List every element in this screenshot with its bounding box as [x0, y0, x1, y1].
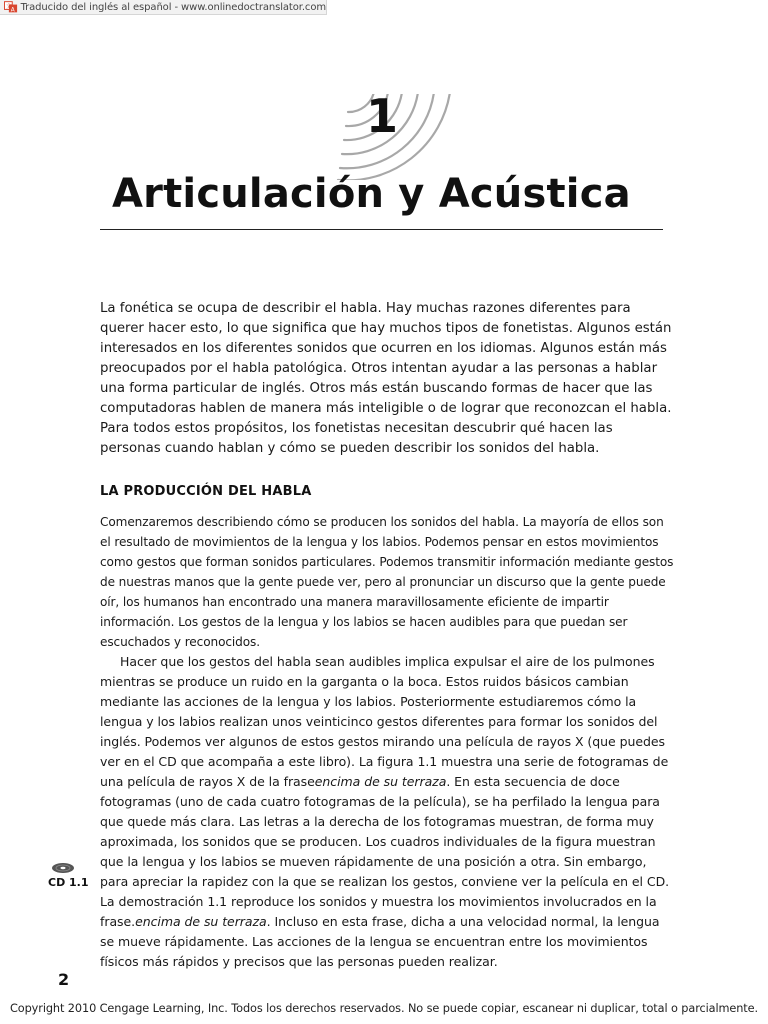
section-heading: LA PRODUCCIÓN DEL HABLA	[100, 484, 312, 499]
cd-disc-icon	[51, 862, 75, 874]
translate-icon	[4, 1, 18, 13]
copyright-footer: Copyright 2010 Cengage Learning, Inc. Todos los derechos reservados. No se puede copiar, escanear ni duplicar, total o parcialmente.	[10, 1002, 758, 1015]
paragraph-text: Hacer que los gestos del habla sean audibles implica expulsar el aire de los pulmones mientras se produce un ruido en la garganta o la boca. Estos ruidos básicos cambian mediante las acciones de la lengua y los labios. Posteriormente estudiaremos cómo la lengua y los labios realizan unos veinticinco gestos diferentes para formar los sonidos del inglés. Podemos ver algunos de estos gestos mirando una película de rayos X (que puedes ver en el CD que acompaña a este libro). La figura 1.1 muestra una serie de fotogramas de una película de rayos X de la frase	[100, 654, 669, 789]
translator-banner[interactable]	[0, 0, 327, 15]
chapter-number: 1	[365, 89, 398, 143]
chapter-title: Articulación y Acústica	[112, 171, 631, 217]
italic-phrase: encima de su terraza	[135, 914, 267, 929]
title-divider	[100, 229, 663, 230]
section-paragraph	[100, 652, 675, 972]
paragraph-text: . Incluso en esta frase, dicha a una velocidad normal, la lengua se mueve rápidamente. Las acciones de la lengua se encuentran entre los movimientos físicos más rápidos y precisos que las personas pueden realizar.	[100, 914, 660, 969]
page-number: 2	[58, 970, 70, 989]
cd-label: CD 1.1	[48, 876, 89, 889]
svg-text:文: 文	[5, 3, 12, 10]
paragraph-text: . En esta secuencia de doce fotogramas (uno de cada cuatro fotogramas de la película), se ha perfilado la lengua para que quede más clara. Las letras a la derecha de los fotogramas muestran, de forma muy aproximada, los sonidos que se producen. Los cuadros individuales de la figura muestran que la lengua y los labios se mueven rápidamente de una posición a otra. Sin embargo, para apreciar la rapidez con la que se realizan los gestos, conviene ver la película en el CD. La demostración 1.1 reproduce los sonidos y muestra los movimientos involucrados en la frase.	[100, 774, 670, 929]
translator-link[interactable]: Traducido del inglés al español - www.onlinedoctranslator.com	[20, 1, 326, 13]
section-paragraph: Comenzaremos describiendo cómo se producen los sonidos del habla. La mayoría de ellos son el resultado de movimientos de la lengua y los labios. Podemos pensar en estos movimientos como gestos que forman sonidos particulares. Podemos transmitir información mediante gestos de nuestras manos que la gente puede ver, pero al pronunciar un discurso que la gente puede oír, los humanos han encontrado una manera maravillosamente eficiente de impartir información. Los gestos de la lengua y los labios se hacen audibles para que puedan ser escuchados y reconocidos.	[100, 515, 674, 649]
svg-text:A: A	[10, 7, 15, 13]
italic-phrase: encima de su terraza	[314, 774, 447, 789]
intro-paragraph: La fonética se ocupa de describir el habla. Hay muchas razones diferentes para querer hacer esto, lo que significa que hay muchos tipos de fonetistas. Algunos están interesados en los diferentes sonidos que ocurren en los idiomas. Algunos están más preocupados por el habla patológica. Otros intentan ayudar a las personas a hablar una forma particular de inglés. Otros más están buscando formas de hacer que las computadoras hablen de manera más inteligible o de lograr que reconozcan el habla. Para todos estos propósitos, los fonetistas necesitan descubrir qué hacen las personas cuando hablan y cómo se pueden describir los sonidos del habla.	[100, 301, 672, 456]
